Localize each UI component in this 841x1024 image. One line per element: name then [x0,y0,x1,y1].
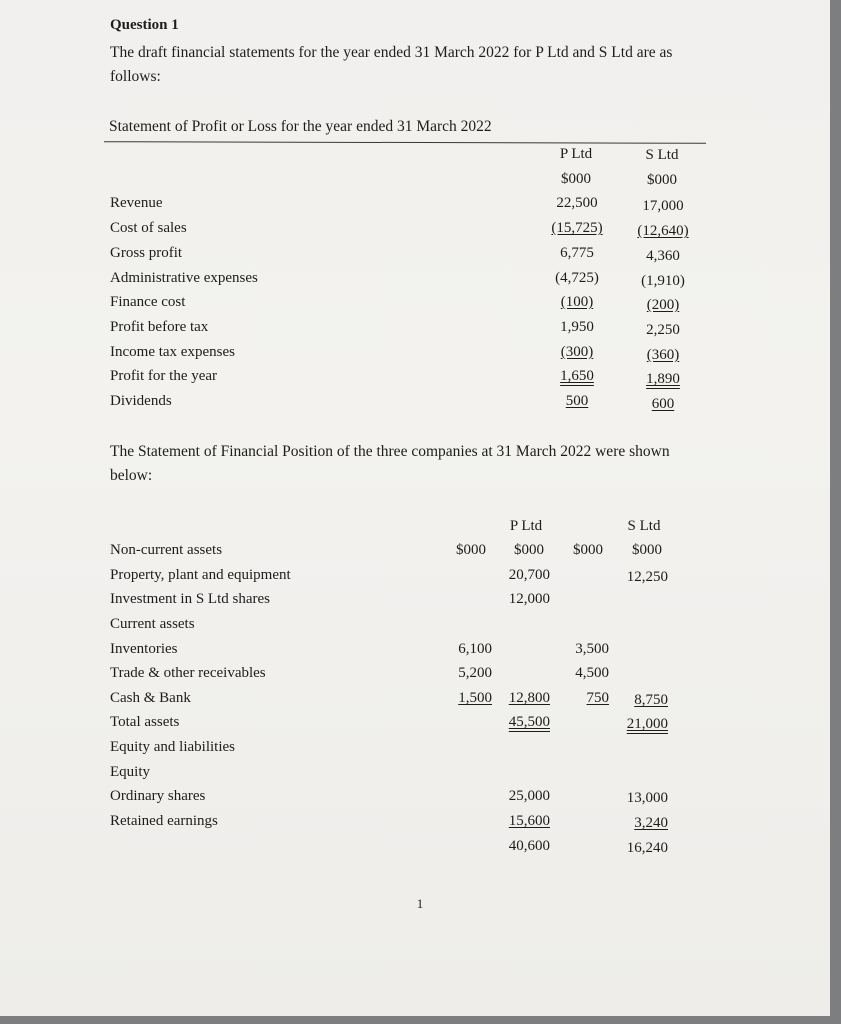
sfp-value-text: 5,200 [458,665,492,681]
pl-row-label: Revenue [110,195,163,211]
pl-row-label: Profit for the year [110,368,218,384]
pl-row-p-value [540,368,614,385]
sfp-row-c1-value [436,641,492,658]
pl-s-value-text: 1,890 [646,371,680,387]
pl-col-p: P Ltd [559,146,593,162]
pl-p-value-text: 22,500 [556,195,598,211]
pl-s-value-text: 600 [651,396,675,412]
sfp-row-label: Total assets [110,714,180,730]
pl-p-value-text: 6,775 [560,245,594,261]
pl-row-s-value [626,347,700,364]
pl-row-s-value [626,322,700,339]
sfp-value-text: 3,240 [634,815,668,831]
sfp-row-c4-value [612,569,668,586]
pl-row-s-value [626,248,700,265]
pl-row-p-value [540,344,614,361]
sfp-value-text: 3,500 [575,641,609,657]
sfp-intro-line-1: The Statement of Financial Position of the three companies at 31 March 2022 were shown [110,443,670,460]
sfp-row-c4-value [612,815,668,832]
pl-row-label: Gross profit [110,245,183,261]
sfp-row-c1-value [436,690,492,707]
pl-row-label: Dividends [110,393,172,409]
pl-s-value-text: 4,360 [646,248,680,264]
pl-row-p-value [540,294,614,311]
sfp-value-text: 6,100 [458,641,492,657]
sfp-row-c2-value [494,591,550,608]
pl-title: Statement of Profit or Loss for the year ended 31 March 2022 [109,118,492,135]
pl-s-value-text: (200) [646,297,680,313]
pl-row-p-value [540,270,614,287]
sfp-row-c2-value [494,813,550,830]
pl-unit-p: $000 [561,171,591,187]
pl-p-value-text: (100) [560,294,594,310]
pl-row-label: Profit before tax [110,319,209,335]
sfp-value-text: 750 [586,690,609,706]
sfp-value-text: 12,800 [508,690,550,706]
pl-p-value-text: 1,950 [560,319,594,335]
sfp-unit-2: $000 [514,542,544,558]
sfp-value-text: 16,240 [626,840,668,856]
sfp-row-c3-value [553,641,609,658]
sfp-row-c3-value [553,665,609,682]
pl-row-s-value [626,396,700,413]
pl-row-p-value [540,319,614,336]
sfp-row-label: Investment in S Ltd shares [110,591,270,607]
pl-p-value-text: 1,650 [560,368,594,384]
sfp-value-text: 40,600 [508,838,550,854]
pl-row-s-value [626,223,700,240]
sfp-unit-4: $000 [632,542,662,558]
pl-row-s-value [626,273,700,290]
sfp-row-label: Non-current assets [110,542,223,558]
sfp-row-label: Trade & other receivables [110,665,266,681]
pl-unit-s: $000 [647,172,677,188]
sfp-row-label: Inventories [110,641,178,657]
pl-s-value-text: (1,910) [641,273,685,289]
pl-row-label: Income tax expenses [110,344,235,360]
sfp-row-label: Equity [110,764,150,780]
sfp-value-text: 45,500 [508,714,550,730]
pl-p-value-text: 500 [565,393,589,409]
sfp-value-text: 8,750 [634,692,668,708]
sfp-col-s: S Ltd [627,518,661,534]
sfp-row-c2-value [494,838,550,855]
sfp-row-label: Equity and liabilities [110,739,235,755]
sfp-row-c4-value [612,692,668,709]
pl-p-value-text: (4,725) [555,270,599,286]
pl-title-rule [104,141,706,144]
pl-p-value-text: (15,725) [551,220,603,236]
sfp-value-text: 20,700 [508,567,550,583]
sfp-intro-line-2: below: [110,467,153,484]
sfp-row-c2-value [494,690,550,707]
sfp-row-c4-value [612,716,668,733]
intro-line-2: follows: [110,68,161,85]
intro-line-1: The draft financial statements for the year ended 31 March 2022 for P Ltd and S Ltd are as [110,44,673,61]
pl-row-p-value [540,195,614,212]
sfp-value-text: 12,250 [626,569,668,585]
sfp-row-c2-value [494,714,550,731]
pl-row-label: Administrative expenses [110,270,258,286]
sfp-row-label: Ordinary shares [110,788,206,804]
sfp-value-text: 4,500 [575,665,609,681]
sfp-value-text: 21,000 [626,716,668,732]
pl-row-label: Cost of sales [110,220,187,236]
sfp-unit-1: $000 [456,542,486,558]
pl-p-value-text: (300) [560,344,594,360]
pl-s-value-text: 2,250 [646,322,680,338]
sfp-row-label: Property, plant and equipment [110,567,291,583]
pl-row-label: Finance cost [110,294,186,310]
sfp-value-text: 15,600 [508,813,550,829]
pl-row-s-value [626,198,700,215]
sfp-row-label: Current assets [110,616,195,632]
sfp-value-text: 1,500 [458,690,492,706]
sfp-value-text: 25,000 [508,788,550,804]
pl-s-value-text: (360) [646,347,680,363]
sfp-row-label: Cash & Bank [110,690,191,706]
pl-row-s-value [626,297,700,314]
sfp-row-c4-value [612,840,668,857]
sfp-unit-3: $000 [573,542,603,558]
pl-row-p-value [540,393,614,410]
sfp-row-c1-value [436,665,492,682]
pl-row-s-value [626,371,700,388]
page-number: 1 [416,896,424,911]
pl-s-value-text: (12,640) [637,223,689,239]
sfp-col-p: P Ltd [509,518,543,534]
sfp-value-text: 13,000 [626,790,668,806]
pl-s-value-text: 17,000 [642,198,684,214]
sfp-row-c2-value [494,788,550,805]
sfp-row-label: Retained earnings [110,813,218,829]
sfp-row-c3-value [553,690,609,707]
question-heading: Question 1 [110,17,179,33]
pl-col-s: S Ltd [645,147,679,163]
sfp-row-c2-value [494,567,550,584]
sfp-value-text: 12,000 [508,591,550,607]
pl-row-p-value [540,220,614,237]
sfp-row-c4-value [612,790,668,807]
pl-row-p-value [540,245,614,262]
